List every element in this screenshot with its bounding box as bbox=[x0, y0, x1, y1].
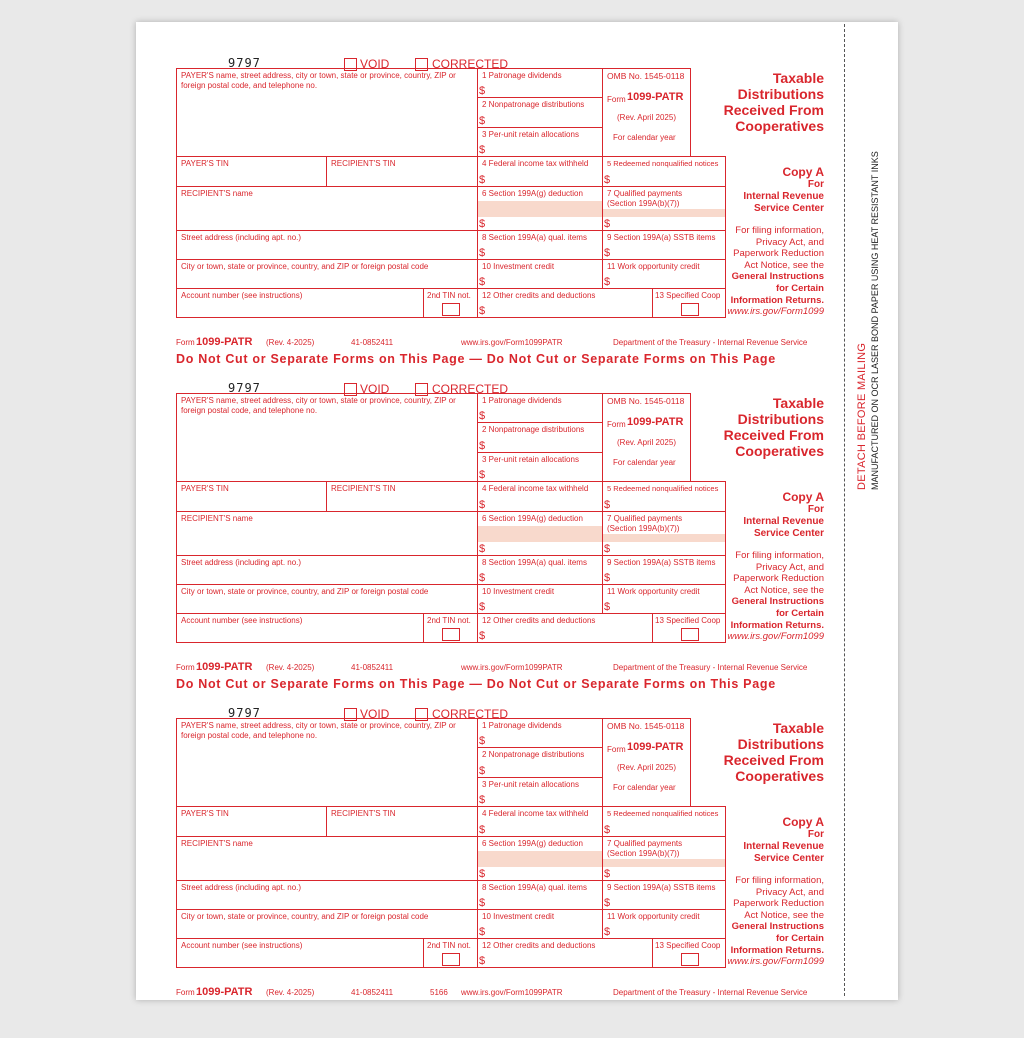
do-not-cut-notice: Do Not Cut or Separate Forms on This Page — Do Not Cut or Separate Forms on This Page bbox=[176, 352, 776, 366]
detach-notice: DETACH BEFORE MAILING bbox=[856, 342, 868, 490]
specified-coop-checkbox[interactable] bbox=[681, 628, 699, 641]
title-line: Distributions bbox=[737, 411, 824, 427]
second-tin-label: 2nd TIN not. bbox=[427, 941, 471, 950]
omb-box bbox=[602, 393, 691, 482]
dollar-sign: $ bbox=[604, 824, 611, 836]
recipient-tin-field[interactable] bbox=[326, 156, 478, 187]
dollar-sign: $ bbox=[479, 218, 486, 230]
account-number-field[interactable] bbox=[176, 288, 424, 318]
copy-for: For bbox=[807, 179, 824, 190]
copy-info-line: Act Notice, see the bbox=[744, 909, 824, 921]
form-number: 9797 bbox=[228, 381, 261, 395]
title-line: Distributions bbox=[737, 86, 824, 102]
box-8[interactable] bbox=[477, 880, 603, 910]
dollar-sign: $ bbox=[604, 926, 611, 938]
payer-tin-field[interactable] bbox=[176, 481, 327, 512]
recipient-tin-field[interactable] bbox=[326, 481, 478, 512]
box-2-label: 2 Nonpatronage distributions bbox=[482, 425, 585, 434]
footer-revision: (Rev. 4-2025) bbox=[266, 663, 315, 672]
box-7[interactable] bbox=[602, 511, 726, 556]
box-8-label: 8 Section 199A(a) qual. items bbox=[482, 233, 587, 242]
city-label: City or town, state or province, country, and ZIP or foreign postal code bbox=[181, 262, 429, 271]
box-13 bbox=[652, 288, 726, 318]
account-number-label: Account number (see instructions) bbox=[181, 291, 303, 300]
box-8[interactable] bbox=[477, 230, 603, 260]
copy-a-block bbox=[726, 816, 824, 968]
manufactured-notice: MANUFACTURED ON OCR LASER BOND PAPER USING HEAT RESISTANT INKS bbox=[870, 151, 880, 490]
copy-irs-line: Internal Revenue bbox=[743, 841, 824, 852]
calendar-year: For calendar year bbox=[613, 783, 676, 792]
second-tin-checkbox[interactable] bbox=[442, 953, 460, 966]
title-line: Received From bbox=[723, 752, 824, 768]
form-copy bbox=[0, 708, 1024, 1038]
recipient-tin-label: RECIPIENT'S TIN bbox=[331, 484, 396, 493]
street-address-label: Street address (including apt. no.) bbox=[181, 558, 302, 567]
omb-number: OMB No. 1545-0118 bbox=[607, 721, 685, 731]
copy-info-line: Paperwork Reduction bbox=[733, 248, 824, 260]
title-line: Received From bbox=[723, 427, 824, 443]
void-label: VOID bbox=[360, 57, 390, 71]
dollar-sign: $ bbox=[479, 868, 486, 880]
omb-box bbox=[602, 68, 691, 157]
shaded-area bbox=[603, 534, 725, 542]
recipient-name-field[interactable] bbox=[176, 836, 478, 881]
dollar-sign: $ bbox=[479, 469, 486, 481]
footer-catalog: 41-0852411 bbox=[351, 338, 394, 347]
payer-tin-label: PAYER'S TIN bbox=[181, 159, 229, 168]
copy-info-line: For filing information, bbox=[735, 875, 824, 886]
copy-gi-line: for Certain bbox=[775, 282, 824, 294]
copy-info-line: Privacy Act, and bbox=[755, 886, 824, 898]
footer-form-name: 1099-PATR bbox=[196, 336, 253, 348]
dollar-sign: $ bbox=[479, 440, 486, 452]
title-line: Cooperatives bbox=[735, 768, 824, 784]
dollar-sign: $ bbox=[479, 765, 486, 777]
box-2[interactable] bbox=[477, 422, 603, 453]
box-1-label: 1 Patronage dividends bbox=[482, 396, 562, 405]
box-4-label: 4 Federal income tax withheld bbox=[482, 159, 589, 168]
dollar-sign: $ bbox=[479, 174, 486, 186]
box-6[interactable] bbox=[477, 836, 603, 881]
void-label: VOID bbox=[360, 707, 390, 721]
dollar-sign: $ bbox=[479, 499, 486, 511]
payer-name-label: PAYER'S name, street address, city or town, state or province, country, ZIP or foreign postal code, and telephone no. bbox=[181, 396, 456, 415]
dollar-sign: $ bbox=[479, 543, 486, 555]
dollar-sign: $ bbox=[604, 276, 611, 288]
footer-url: www.irs.gov/Form1099PATR bbox=[461, 663, 563, 672]
copy-info-line: Paperwork Reduction bbox=[733, 898, 824, 910]
copy-a-title: Copy A bbox=[782, 165, 824, 179]
specified-coop-checkbox[interactable] bbox=[681, 953, 699, 966]
city-field[interactable] bbox=[176, 584, 478, 614]
copy-url: www.irs.gov/Form1099 bbox=[727, 956, 824, 968]
street-address-label: Street address (including apt. no.) bbox=[181, 883, 302, 892]
dollar-sign: $ bbox=[604, 868, 611, 880]
box-11-label: 11 Work opportunity credit bbox=[607, 912, 700, 921]
footer-url: www.irs.gov/Form1099PATR bbox=[461, 988, 563, 997]
copy-irs-line: Internal Revenue bbox=[743, 191, 824, 202]
box-10-label: 10 Investment credit bbox=[482, 912, 555, 921]
do-not-cut-notice: Do Not Cut or Separate Forms on This Page — Do Not Cut or Separate Forms on This Page bbox=[176, 677, 776, 691]
box-4-label: 4 Federal income tax withheld bbox=[482, 809, 589, 818]
box-1-label: 1 Patronage dividends bbox=[482, 721, 562, 730]
box-5-label: 5 Redeemed nonqualified notices bbox=[607, 484, 719, 493]
box-3-label: 3 Per-unit retain allocations bbox=[482, 780, 579, 789]
dollar-sign: $ bbox=[604, 174, 611, 186]
copy-a-block bbox=[726, 166, 824, 318]
copy-info-line: Privacy Act, and bbox=[755, 561, 824, 573]
box-8[interactable] bbox=[477, 555, 603, 585]
shaded-area bbox=[603, 209, 725, 217]
footer-revision: (Rev. 4-2025) bbox=[266, 338, 315, 347]
dollar-sign: $ bbox=[604, 572, 611, 584]
copy-gi-line: General Instructions bbox=[731, 921, 824, 933]
payer-name-label: PAYER'S name, street address, city or town, state or province, country, ZIP or foreign postal code, and telephone no. bbox=[181, 71, 456, 90]
box-11[interactable] bbox=[602, 259, 726, 289]
box-3-label: 3 Per-unit retain allocations bbox=[482, 455, 579, 464]
box-3[interactable] bbox=[477, 452, 603, 482]
account-number-label: Account number (see instructions) bbox=[181, 941, 303, 950]
form-grid bbox=[176, 718, 726, 986]
dollar-sign: $ bbox=[604, 543, 611, 555]
revision: (Rev. April 2025) bbox=[617, 763, 676, 772]
omb-number: OMB No. 1545-0118 bbox=[607, 396, 685, 406]
box-9-label: 9 Section 199A(a) SSTB items bbox=[607, 558, 716, 567]
form-name: 1099-PATR bbox=[627, 416, 684, 428]
copy-gi-line: General Instructions bbox=[731, 271, 824, 283]
box-9[interactable] bbox=[602, 555, 726, 585]
copy-gi-line: for Certain bbox=[775, 607, 824, 619]
recipient-name-label: RECIPIENT'S name bbox=[181, 514, 253, 523]
street-address-field[interactable] bbox=[176, 880, 478, 910]
box-9-label: 9 Section 199A(a) SSTB items bbox=[607, 233, 716, 242]
calendar-year: For calendar year bbox=[613, 133, 676, 142]
street-address-label: Street address (including apt. no.) bbox=[181, 233, 302, 242]
omb-number: OMB No. 1545-0118 bbox=[607, 71, 685, 81]
footer-department: Department of the Treasury - Internal Revenue Service bbox=[613, 988, 808, 997]
footer-form-name: 1099-PATR bbox=[196, 661, 253, 673]
title-line: Received From bbox=[723, 102, 824, 118]
dollar-sign: $ bbox=[604, 897, 611, 909]
copy-info-line: Privacy Act, and bbox=[755, 236, 824, 248]
box-2[interactable] bbox=[477, 747, 603, 778]
shaded-area bbox=[478, 526, 602, 542]
box-11-label: 11 Work opportunity credit bbox=[607, 262, 700, 271]
shaded-area bbox=[478, 201, 602, 217]
box-3-label: 3 Per-unit retain allocations bbox=[482, 130, 579, 139]
payer-tin-field[interactable] bbox=[176, 156, 327, 187]
box-6-label: 6 Section 199A(g) deduction bbox=[482, 189, 583, 198]
payer-tin-label: PAYER'S TIN bbox=[181, 809, 229, 818]
second-tin-checkbox[interactable] bbox=[442, 303, 460, 316]
copy-info-line: Act Notice, see the bbox=[744, 259, 824, 271]
dollar-sign: $ bbox=[479, 630, 486, 642]
footer-department: Department of the Treasury - Internal Revenue Service bbox=[613, 338, 808, 347]
form-copy bbox=[0, 383, 1024, 713]
title-line: Cooperatives bbox=[735, 118, 824, 134]
dollar-sign: $ bbox=[479, 794, 486, 806]
box-12[interactable] bbox=[477, 613, 653, 643]
dollar-sign: $ bbox=[604, 247, 611, 259]
city-field[interactable] bbox=[176, 909, 478, 939]
box-13-label: 13 Specified Coop bbox=[655, 941, 721, 950]
box-10[interactable] bbox=[477, 584, 603, 614]
footer-form-prefix: Form bbox=[176, 988, 195, 997]
footer-form-prefix: Form bbox=[176, 338, 195, 347]
box-10[interactable] bbox=[477, 909, 603, 939]
box-5[interactable] bbox=[602, 806, 726, 837]
footer-catalog: 41-0852411 bbox=[351, 988, 394, 997]
box-10[interactable] bbox=[477, 259, 603, 289]
box-8-label: 8 Section 199A(a) qual. items bbox=[482, 558, 587, 567]
corrected-label: CORRECTED bbox=[432, 382, 509, 396]
box-11-label: 11 Work opportunity credit bbox=[607, 587, 700, 596]
title-line: Taxable bbox=[772, 720, 824, 736]
box-12-label: 12 Other credits and deductions bbox=[482, 616, 596, 625]
payer-name-label: PAYER'S name, street address, city or town, state or province, country, ZIP or foreign postal code, and telephone no. bbox=[181, 721, 456, 740]
copy-gi-line: Information Returns. bbox=[730, 619, 824, 631]
footer-revision: (Rev. 4-2025) bbox=[266, 988, 315, 997]
copy-a-title: Copy A bbox=[782, 815, 824, 829]
dollar-sign: $ bbox=[479, 735, 486, 747]
box-11[interactable] bbox=[602, 584, 726, 614]
box-8-label: 8 Section 199A(a) qual. items bbox=[482, 883, 587, 892]
copy-gi-line: for Certain bbox=[775, 932, 824, 944]
box-9-label: 9 Section 199A(a) SSTB items bbox=[607, 883, 716, 892]
box-4-label: 4 Federal income tax withheld bbox=[482, 484, 589, 493]
box-5-label: 5 Redeemed nonqualified notices bbox=[607, 809, 719, 818]
city-label: City or town, state or province, country, and ZIP or foreign postal code bbox=[181, 912, 429, 921]
recipient-name-field[interactable] bbox=[176, 186, 478, 231]
dollar-sign: $ bbox=[604, 499, 611, 511]
recipient-name-field[interactable] bbox=[176, 511, 478, 556]
corrected-label: CORRECTED bbox=[432, 57, 509, 71]
dollar-sign: $ bbox=[479, 247, 486, 259]
city-field[interactable] bbox=[176, 259, 478, 289]
city-label: City or town, state or province, country, and ZIP or foreign postal code bbox=[181, 587, 429, 596]
dollar-sign: $ bbox=[479, 601, 486, 613]
calendar-year: For calendar year bbox=[613, 458, 676, 467]
account-number-field[interactable] bbox=[176, 613, 424, 643]
account-number-field[interactable] bbox=[176, 938, 424, 968]
copy-gi-line: Information Returns. bbox=[730, 294, 824, 306]
recipient-tin-field[interactable] bbox=[326, 806, 478, 837]
copy-url: www.irs.gov/Form1099 bbox=[727, 306, 824, 318]
copy-irs-line: Service Center bbox=[753, 528, 824, 539]
copy-info-line: For filing information, bbox=[735, 225, 824, 236]
title-line: Taxable bbox=[772, 70, 824, 86]
copy-url: www.irs.gov/Form1099 bbox=[727, 631, 824, 643]
box-7-label: 7 Qualified payments (Section 199A(b)(7)) bbox=[607, 514, 683, 533]
recipient-name-label: RECIPIENT'S name bbox=[181, 189, 253, 198]
payer-tin-field[interactable] bbox=[176, 806, 327, 837]
second-tin-field bbox=[423, 288, 478, 318]
form-footer bbox=[176, 988, 824, 1000]
street-address-field[interactable] bbox=[176, 555, 478, 585]
box-12[interactable] bbox=[477, 288, 653, 318]
street-address-field[interactable] bbox=[176, 230, 478, 260]
dollar-sign: $ bbox=[479, 572, 486, 584]
dollar-sign: $ bbox=[479, 410, 486, 422]
copy-for: For bbox=[807, 504, 824, 515]
copy-gi-line: General Instructions bbox=[731, 596, 824, 608]
box-5-label: 5 Redeemed nonqualified notices bbox=[607, 159, 719, 168]
footer-form-prefix: Form bbox=[176, 663, 195, 672]
dollar-sign: $ bbox=[479, 115, 486, 127]
box-12[interactable] bbox=[477, 938, 653, 968]
omb-box bbox=[602, 718, 691, 807]
footer-form-name: 1099-PATR bbox=[196, 986, 253, 998]
second-tin-checkbox[interactable] bbox=[442, 628, 460, 641]
specified-coop-checkbox[interactable] bbox=[681, 303, 699, 316]
box-6-label: 6 Section 199A(g) deduction bbox=[482, 514, 583, 523]
form-prefix: Form bbox=[607, 95, 626, 104]
dollar-sign: $ bbox=[479, 305, 486, 317]
void-label: VOID bbox=[360, 382, 390, 396]
form-name: 1099-PATR bbox=[627, 91, 684, 103]
box-13 bbox=[652, 938, 726, 968]
box-2-label: 2 Nonpatronage distributions bbox=[482, 750, 585, 759]
box-4[interactable] bbox=[477, 806, 603, 837]
footer-department: Department of the Treasury - Internal Revenue Service bbox=[613, 663, 808, 672]
form-name: 1099-PATR bbox=[627, 741, 684, 753]
footer-extra: 5166 bbox=[430, 988, 448, 997]
box-7-label: 7 Qualified payments (Section 199A(b)(7)) bbox=[607, 189, 683, 208]
copy-irs-line: Service Center bbox=[753, 853, 824, 864]
box-2-label: 2 Nonpatronage distributions bbox=[482, 100, 585, 109]
second-tin-label: 2nd TIN not. bbox=[427, 291, 471, 300]
form-title bbox=[712, 70, 824, 134]
payer-name-field[interactable] bbox=[176, 393, 478, 482]
form-title bbox=[712, 395, 824, 459]
copy-for: For bbox=[807, 829, 824, 840]
dollar-sign: $ bbox=[479, 85, 486, 97]
recipient-tin-label: RECIPIENT'S TIN bbox=[331, 809, 396, 818]
copy-info-line: Act Notice, see the bbox=[744, 584, 824, 596]
dollar-sign: $ bbox=[604, 218, 611, 230]
form-title bbox=[712, 720, 824, 784]
payer-name-field[interactable] bbox=[176, 68, 478, 157]
payer-name-field[interactable] bbox=[176, 718, 478, 807]
box-10-label: 10 Investment credit bbox=[482, 587, 555, 596]
dollar-sign: $ bbox=[479, 897, 486, 909]
box-13-label: 13 Specified Coop bbox=[655, 291, 721, 300]
box-11[interactable] bbox=[602, 909, 726, 939]
form-number: 9797 bbox=[228, 706, 261, 720]
form-prefix: Form bbox=[607, 745, 626, 754]
box-12-label: 12 Other credits and deductions bbox=[482, 291, 596, 300]
box-7[interactable] bbox=[602, 186, 726, 231]
box-2[interactable] bbox=[477, 97, 603, 128]
form-number: 9797 bbox=[228, 56, 261, 70]
form-grid bbox=[176, 393, 726, 661]
title-line: Cooperatives bbox=[735, 443, 824, 459]
dollar-sign: $ bbox=[479, 144, 486, 156]
copy-a-block bbox=[726, 491, 824, 643]
dollar-sign: $ bbox=[479, 824, 486, 836]
copy-irs-line: Service Center bbox=[753, 203, 824, 214]
box-6-label: 6 Section 199A(g) deduction bbox=[482, 839, 583, 848]
copy-irs-line: Internal Revenue bbox=[743, 516, 824, 527]
second-tin-field bbox=[423, 938, 478, 968]
title-line: Distributions bbox=[737, 736, 824, 752]
footer-catalog: 41-0852411 bbox=[351, 663, 394, 672]
box-1[interactable] bbox=[477, 68, 603, 98]
copy-a-title: Copy A bbox=[782, 490, 824, 504]
revision: (Rev. April 2025) bbox=[617, 438, 676, 447]
form-copy bbox=[0, 58, 1024, 388]
account-number-label: Account number (see instructions) bbox=[181, 616, 303, 625]
box-13-label: 13 Specified Coop bbox=[655, 616, 721, 625]
second-tin-label: 2nd TIN not. bbox=[427, 616, 471, 625]
form-footer bbox=[176, 338, 824, 350]
copy-info-line: For filing information, bbox=[735, 550, 824, 561]
box-5[interactable] bbox=[602, 481, 726, 512]
corrected-label: CORRECTED bbox=[432, 707, 509, 721]
box-7-label: 7 Qualified payments (Section 199A(b)(7)) bbox=[607, 839, 683, 858]
dollar-sign: $ bbox=[479, 926, 486, 938]
box-6[interactable] bbox=[477, 186, 603, 231]
shaded-area bbox=[478, 851, 602, 867]
shaded-area bbox=[603, 859, 725, 867]
box-4[interactable] bbox=[477, 156, 603, 187]
footer-url: www.irs.gov/Form1099PATR bbox=[461, 338, 563, 347]
box-6[interactable] bbox=[477, 511, 603, 556]
payer-tin-label: PAYER'S TIN bbox=[181, 484, 229, 493]
box-1[interactable] bbox=[477, 718, 603, 748]
box-1[interactable] bbox=[477, 393, 603, 423]
box-1-label: 1 Patronage dividends bbox=[482, 71, 562, 80]
revision: (Rev. April 2025) bbox=[617, 113, 676, 122]
form-prefix: Form bbox=[607, 420, 626, 429]
copy-gi-line: Information Returns. bbox=[730, 944, 824, 956]
box-10-label: 10 Investment credit bbox=[482, 262, 555, 271]
box-9[interactable] bbox=[602, 880, 726, 910]
form-footer bbox=[176, 663, 824, 675]
box-13 bbox=[652, 613, 726, 643]
box-3[interactable] bbox=[477, 127, 603, 157]
box-9[interactable] bbox=[602, 230, 726, 260]
recipient-tin-label: RECIPIENT'S TIN bbox=[331, 159, 396, 168]
form-grid bbox=[176, 68, 726, 336]
recipient-name-label: RECIPIENT'S name bbox=[181, 839, 253, 848]
title-line: Taxable bbox=[772, 395, 824, 411]
box-12-label: 12 Other credits and deductions bbox=[482, 941, 596, 950]
box-5[interactable] bbox=[602, 156, 726, 187]
second-tin-field bbox=[423, 613, 478, 643]
box-3[interactable] bbox=[477, 777, 603, 807]
copy-info-line: Paperwork Reduction bbox=[733, 573, 824, 585]
box-7[interactable] bbox=[602, 836, 726, 881]
dollar-sign: $ bbox=[479, 276, 486, 288]
box-4[interactable] bbox=[477, 481, 603, 512]
dollar-sign: $ bbox=[604, 601, 611, 613]
dollar-sign: $ bbox=[479, 955, 486, 967]
